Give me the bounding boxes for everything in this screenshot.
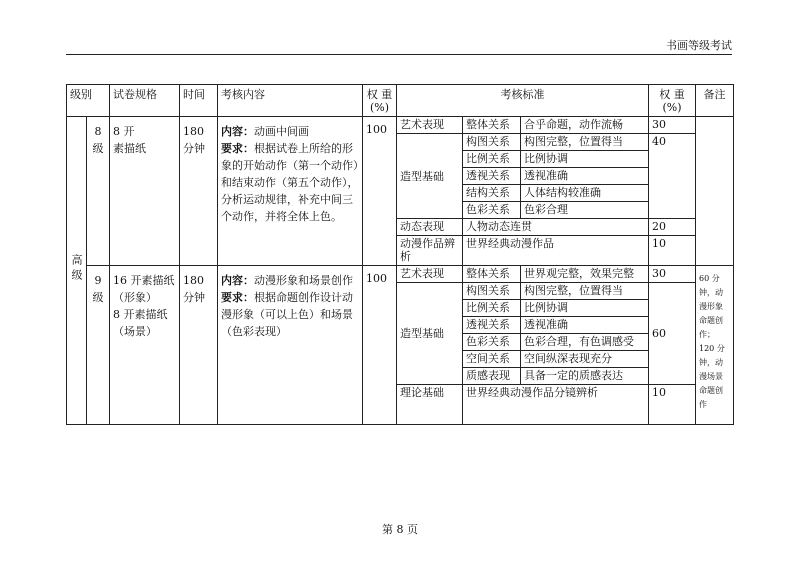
content-cell: 内容：动漫形象和场景创作 要求：根据命题创作设计动漫形象（可以上色）和场景（色彩表现）	[218, 266, 363, 425]
criteria-sub: 构图关系	[463, 283, 521, 300]
criteria-sub: 色彩关系	[463, 202, 521, 219]
criteria-desc: 世界经典动漫作品分镜辨析	[463, 385, 649, 425]
criteria-desc: 透视准确	[521, 317, 649, 334]
header-criteria: 考核标准	[397, 85, 649, 117]
header-weight-2: 权 重 (%)	[649, 85, 696, 117]
page-header: 书画等级考试	[666, 39, 732, 52]
criteria-desc: 合乎命题，动作流畅	[521, 117, 649, 134]
table-row	[67, 117, 734, 134]
criteria-category: 动态表现	[397, 219, 463, 236]
spec-cell: 16 开素描纸 （形象） 8 开素描纸 （场景）	[110, 266, 180, 425]
header-level: 级别	[67, 85, 110, 117]
criteria-desc: 人体结构较准确	[521, 185, 649, 202]
criteria-category: 动漫作品辨析	[397, 236, 463, 266]
grade-cell: 8 级	[87, 117, 110, 266]
table-row	[67, 266, 734, 283]
criteria-sub: 透视关系	[463, 168, 521, 185]
criteria-weight: 30	[649, 266, 696, 283]
criteria-weight: 60	[649, 283, 696, 385]
note-cell	[696, 117, 734, 266]
exam-standards-table	[66, 84, 734, 425]
criteria-sub: 色彩关系	[463, 334, 521, 351]
criteria-desc: 透视准确	[521, 168, 649, 185]
header-rule	[66, 54, 732, 55]
criteria-sub: 透视关系	[463, 317, 521, 334]
criteria-desc: 世界观完整，效果完整	[521, 266, 649, 283]
criteria-sub: 整体关系	[463, 117, 521, 134]
criteria-weight: 30	[649, 117, 696, 134]
spec-cell: 8 开 素描纸	[110, 117, 180, 266]
criteria-sub: 空间关系	[463, 351, 521, 368]
criteria-category: 艺术表现	[397, 117, 463, 134]
criteria-desc: 具备一定的质感表达	[521, 368, 649, 385]
criteria-desc: 色彩合理	[521, 202, 649, 219]
criteria-desc: 世界经典动漫作品	[463, 236, 649, 266]
table-header-row	[67, 85, 734, 117]
grade-cell: 9 级	[87, 266, 110, 425]
header-time: 时间	[180, 85, 218, 117]
criteria-desc: 构图完整，位置得当	[521, 283, 649, 300]
criteria-category: 艺术表现	[397, 266, 463, 283]
criteria-sub: 整体关系	[463, 266, 521, 283]
criteria-weight: 40	[649, 134, 696, 219]
weight-cell: 100	[363, 117, 397, 266]
criteria-weight: 10	[649, 385, 696, 425]
content-cell: 内容：动画中间画 要求：根据试卷上所给的形象的开始动作（第一个动作）和结束动作（第五个动作），分析运动规律，补充中间三个动作，并将全体上色。	[218, 117, 363, 266]
criteria-desc: 人物动态连贯	[463, 219, 649, 236]
criteria-desc: 构图完整，位置得当	[521, 134, 649, 151]
criteria-category: 造型基础	[397, 283, 463, 385]
time-cell: 180 分钟	[180, 266, 218, 425]
criteria-desc: 比例协调	[521, 151, 649, 168]
note-cell: 60 分钟，动漫形象命题创作；120 分钟，动漫场景命题创作	[696, 266, 734, 425]
criteria-sub: 构图关系	[463, 134, 521, 151]
criteria-weight: 20	[649, 219, 696, 236]
time-cell: 180 分钟	[180, 117, 218, 266]
group-cell: 高级	[67, 117, 87, 425]
page-footer: 第 8 页	[382, 523, 418, 536]
header-note: 备注	[696, 85, 734, 117]
criteria-category: 理论基础	[397, 385, 463, 425]
header-weight: 权 重 (%)	[363, 85, 397, 117]
criteria-weight: 10	[649, 236, 696, 266]
criteria-sub: 比例关系	[463, 300, 521, 317]
weight-cell: 100	[363, 266, 397, 425]
criteria-desc: 比例协调	[521, 300, 649, 317]
criteria-desc: 空间纵深表现充分	[521, 351, 649, 368]
criteria-sub: 结构关系	[463, 185, 521, 202]
header-content: 考核内容	[218, 85, 363, 117]
criteria-sub: 质感表现	[463, 368, 521, 385]
header-spec: 试卷规格	[110, 85, 180, 117]
criteria-sub: 比例关系	[463, 151, 521, 168]
criteria-desc: 色彩合理，有色调感受	[521, 334, 649, 351]
criteria-category: 造型基础	[397, 134, 463, 219]
